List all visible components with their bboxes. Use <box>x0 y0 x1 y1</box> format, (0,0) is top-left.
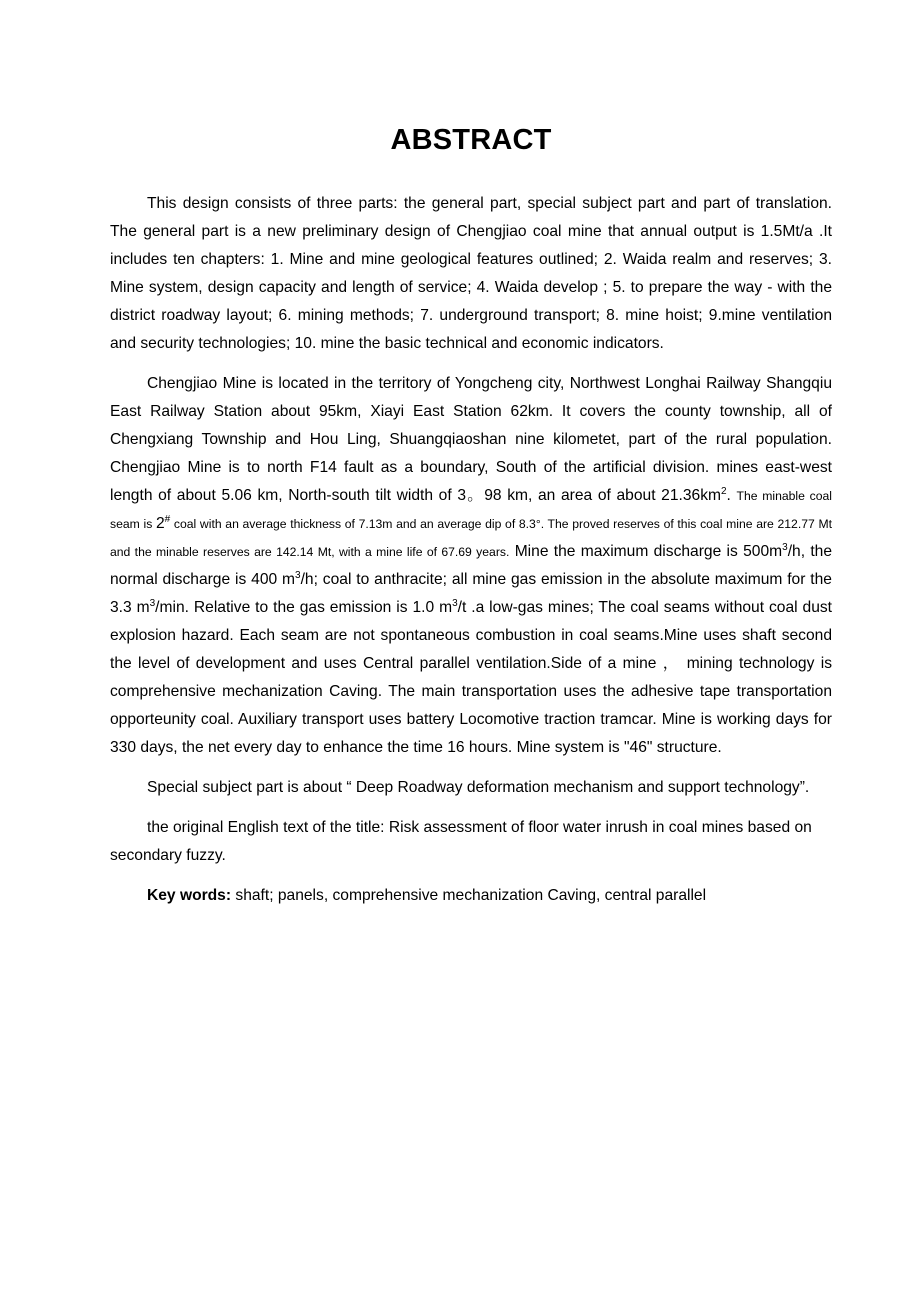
reserves-text: coal with an average thickness of 7.13m and an average dip of 8.3°. The proved reserves of this coal mine are 212.77 Mt and the minable reserves are 142.14 Mt, with a mine life of 67.69 years. <box>110 517 832 559</box>
keywords-line <box>110 882 832 910</box>
relative-gas-text: /min. Relative to the gas emission is 1.0 m <box>155 599 453 616</box>
mine-location-text: Chengjiao Mine is located in the territory of Yongcheng city, Northwest Longhai Railway Shangqiu East Railway Station about 95km, Xiayi East Station 62km. It covers the county township, all of Chengxiang Township and Hou Ling, Shuangqiaoshan nine kilometet, part of the rural population. Chengjiao Mine is to north F14 fault as a boundary, South of the artificial division. mines east-west length of about 5.06 km, North-south tilt width of 3。98 km, an area of about 21.36km <box>110 375 832 504</box>
abstract-content <box>110 120 832 922</box>
gas-emission-text: /h; coal to anthracite; all mine gas emission in the absolute maximum for the 3.3 m <box>110 571 832 616</box>
unit-superscript-2: 3 <box>295 569 301 581</box>
seam-intro-text: The minable coal seam is <box>110 489 832 531</box>
unit-superscript-1: 3 <box>782 541 788 553</box>
mine-system-text: /t .a low-gas mines; The coal seams without coal dust explosion hazard. Each seam are not spontaneous combustion in coal seams.Mine uses shaft second the level of development and uses Central parallel ventilation.Side of a mine ， mining technology is comprehensive mechanization Caving. The main transportation uses the adhesive tape transportation opporteunity coal. Auxiliary transport uses battery Locomotive traction tramcar. Mine is working days for 330 days, the net every day to enhance the time 16 hours. Mine system is "46" structure. <box>110 599 833 756</box>
keywords-label: Key words: <box>147 887 232 904</box>
abstract-title: ABSTRACT <box>390 124 552 156</box>
unit-superscript-3: 3 <box>149 597 156 609</box>
paragraph-mine-description <box>110 370 832 762</box>
paragraph-special-subject: Special subject part is about “ Deep Roadway deformation mechanism and support technology”. <box>147 779 810 796</box>
sentence-separator: . <box>726 487 737 504</box>
unit-superscript-4: 3 <box>452 597 458 609</box>
keywords-text: shaft; panels, comprehensive mechanization Caving, central parallel <box>231 887 707 904</box>
paragraph-translation-title: the original English text of the title: Risk assessment of floor water inrush in coal mines based on secondary fuzzy. <box>110 819 812 864</box>
normal-discharge-text: /h, the normal discharge is 400 m <box>110 543 833 588</box>
discharge-text: Mine the maximum discharge is 500m <box>509 543 783 560</box>
seam-superscript: # <box>164 513 171 525</box>
paragraph-design-overview: This design consists of three parts: the general part, special subject part and part of translation. The general part is a new preliminary design of Chengjiao coal mine that annual output is 1.5Mt/a .It includes ten chapters: 1. Mine and mine geological features outlined; 2. Waida realm and reserves; 3. Mine system, design capacity and length of service; 4. Waida develop ; 5. to prepare the way - with the district roadway layout; 6. mining methods; 7. underground transport; 8. mine hoist; 9.mine ventilation and security technologies; 10. mine the basic technical and economic indicators. <box>110 195 832 352</box>
seam-number: 2 <box>155 515 165 532</box>
area-superscript: 2 <box>720 485 727 497</box>
